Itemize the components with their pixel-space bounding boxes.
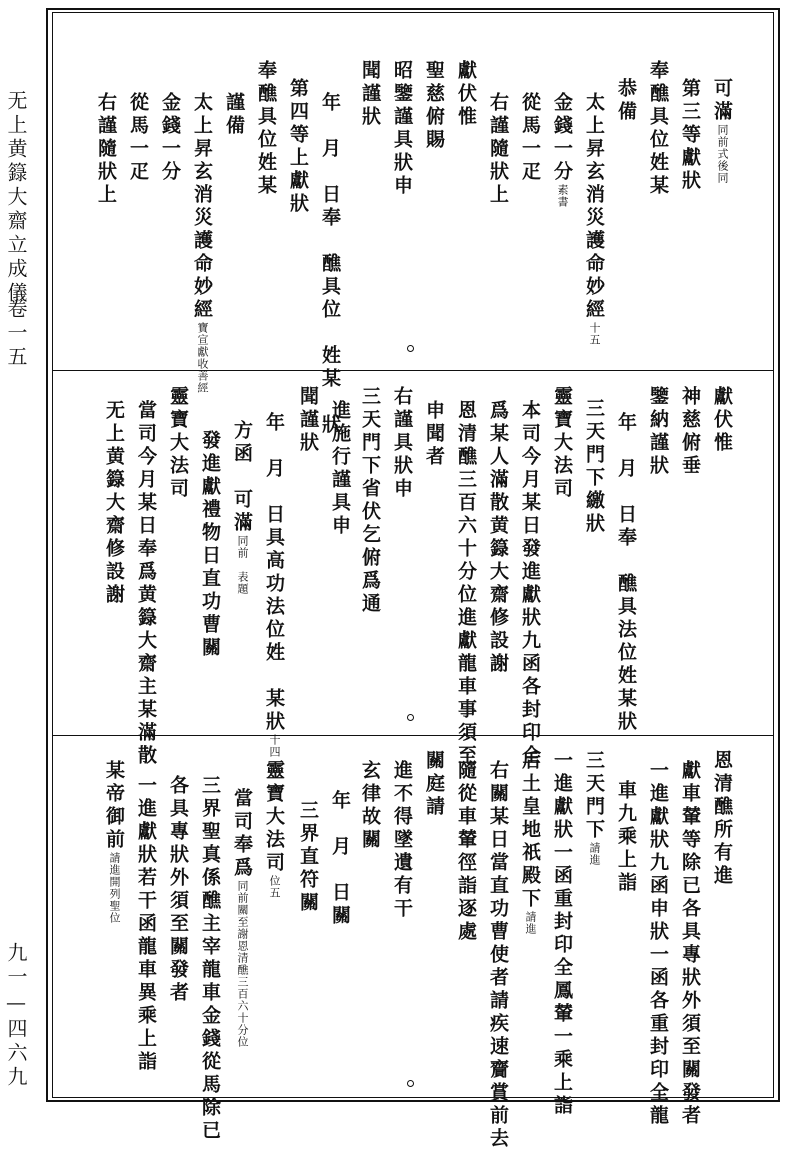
text-column [487, 760, 509, 1151]
column-text: 某帝御前 [103, 760, 125, 852]
text-column [679, 760, 701, 1128]
column-text: 奉醮具位姓某 [255, 60, 277, 198]
column-text: 聖慈俯賜 [423, 60, 445, 152]
text-column [360, 760, 379, 852]
text-column [319, 92, 341, 437]
text-column [648, 386, 667, 478]
column-text: 爲某人滿散黄籙大齋修設謝 [487, 400, 509, 676]
column-text: 神慈俯垂 [679, 386, 701, 478]
column-text: 太上昇玄消災護命妙經 [583, 92, 605, 322]
text-column [96, 92, 115, 207]
text-column [392, 60, 411, 198]
text-column [712, 78, 731, 184]
column-text: 右謹具狀申 [391, 386, 413, 501]
text-column [456, 60, 475, 129]
column-text: 右關某日當直功曹使者請疾速齎賞前去 [487, 760, 509, 1151]
text-column [168, 775, 187, 1005]
column-text: 年 月 日具高功法位姓 某狀 [263, 412, 285, 734]
text-column [298, 800, 317, 915]
column-text: 金錢一分 [159, 92, 181, 184]
column-annotation: 素書 [556, 184, 569, 208]
column-text: 第四等上獻狀 [287, 78, 309, 216]
text-column [288, 78, 307, 216]
text-column [647, 760, 669, 1128]
column-text: 年 月 日關 [329, 790, 351, 928]
text-column [584, 398, 603, 536]
column-annotation: 請進 [588, 842, 601, 866]
text-column [330, 790, 349, 928]
margin-volume: 卷一五 [4, 298, 28, 370]
text-column [488, 92, 507, 207]
column-text: 第三等獻狀 [679, 78, 701, 193]
text-column [330, 400, 349, 538]
text-column [232, 788, 251, 1048]
text-column [256, 60, 275, 198]
text-column [520, 92, 539, 184]
column-text: 謹備 [223, 92, 245, 138]
column-text: 三界直符關 [297, 800, 319, 915]
column-text: 進不得墜遺有干 [391, 760, 413, 921]
text-column [128, 92, 147, 184]
column-annotation: 同前關至謝恩清醮三百六十分位 [236, 880, 249, 1048]
text-column [360, 386, 379, 616]
section-divider [52, 370, 774, 371]
text-column [160, 92, 179, 184]
column-text: 三天門下 [583, 750, 605, 842]
column-text: 玄律故關 [359, 760, 381, 852]
column-text: 獻伏惟 [455, 60, 477, 129]
column-text: 當司奉爲 [231, 788, 253, 880]
column-text: 進施行謹具申 [329, 400, 351, 538]
section-circle-mark [407, 345, 414, 352]
text-column [424, 750, 443, 819]
text-column [456, 760, 475, 944]
text-column [584, 92, 603, 346]
column-text: 无上黄籙大齋修設謝 [103, 400, 125, 607]
text-column [264, 760, 283, 899]
column-annotation: 十五 [588, 322, 601, 346]
text-column [199, 775, 221, 1143]
column-text: 一進獻狀九函申狀一函各重封印全龍 [647, 760, 669, 1128]
text-column [455, 400, 477, 768]
column-annotation: 同前式後同 [716, 124, 729, 184]
column-annotation: 同前 表題 [236, 535, 249, 595]
margin-book-title: 无上黄籙大齋立成儀 [4, 90, 28, 306]
column-text: 恩清醮三百六十分位進獻龍車事須至 [455, 400, 477, 768]
margin-page-number: 九一—四六九 [4, 942, 28, 1090]
column-text: 當司今月某日奉爲黄籙大齋主某滿散 [135, 400, 157, 768]
column-text: 靈寶大法司 [551, 386, 573, 501]
column-text: 本司今月某日發進獻狀九函各封印全 [519, 400, 541, 768]
column-text: 車九乘上詣 [615, 780, 637, 895]
column-text: 三天門下繳狀 [583, 398, 605, 536]
text-column [552, 386, 571, 501]
text-column [680, 78, 699, 193]
column-text: 右謹隨狀上 [95, 92, 117, 207]
text-column [584, 750, 603, 866]
column-text: 獻車輦等除已各具專狀外須至關發者 [679, 760, 701, 1128]
text-column [392, 760, 411, 921]
column-text: 后土皇地祇殿下 [519, 750, 541, 911]
column-annotation: 請進開列聖位 [108, 852, 121, 924]
column-text: 恭備 [615, 78, 637, 124]
text-column [200, 430, 219, 660]
text-column [648, 60, 667, 198]
text-column [712, 750, 731, 888]
column-text: 各具專狀外須至關發者 [167, 775, 189, 1005]
text-column [104, 400, 123, 607]
column-text: 昭鑒謹具狀申 [391, 60, 413, 198]
column-text: 鑒納謹狀 [647, 386, 669, 478]
column-text: 可滿 [711, 78, 733, 124]
text-column [519, 400, 541, 768]
column-text: 一進獻狀一函重封印全鳳輦一乘上詣 [551, 750, 573, 1118]
column-text: 關庭請 [423, 750, 445, 819]
column-text: 方函 可滿 [231, 420, 253, 535]
section-circle-mark [407, 714, 414, 721]
column-text: 聞謹狀 [359, 60, 381, 129]
column-text: 奉醮具位姓某 [647, 60, 669, 198]
text-column [232, 420, 251, 595]
column-text: 靈寶大法司 [167, 386, 189, 501]
column-annotation: 寶宣獻收善經 [196, 322, 209, 394]
text-column [616, 780, 635, 895]
text-column [712, 386, 731, 455]
column-text: 一進獻狀若干函龍車異乘上詣 [135, 775, 157, 1074]
column-text: 恩清醮所有進 [711, 750, 733, 888]
column-annotation: 位五 [268, 875, 281, 899]
text-column [135, 400, 157, 768]
column-text: 獻伏惟 [711, 386, 733, 455]
column-text: 申聞者 [423, 400, 445, 469]
column-text: 金錢一分 [551, 92, 573, 184]
text-column [520, 750, 539, 935]
text-column [263, 412, 285, 758]
column-text: 三天門下省伏乞俯爲通 [359, 386, 381, 616]
text-column [424, 60, 443, 152]
column-text: 年 月 日奉 醮具法位姓某狀 [615, 412, 637, 734]
text-column [191, 92, 213, 394]
text-column [424, 400, 443, 469]
column-annotation: 請進 [524, 911, 537, 935]
text-column [298, 386, 317, 455]
text-column [616, 78, 635, 124]
column-annotation: 十四 [268, 734, 281, 758]
text-column [551, 750, 573, 1118]
text-column [488, 400, 507, 676]
column-text: 太上昇玄消災護命妙經 [191, 92, 213, 322]
column-text: 從馬一疋 [127, 92, 149, 184]
section-circle-mark [407, 1080, 414, 1087]
column-text: 聞謹狀 [297, 386, 319, 455]
text-column [168, 386, 187, 501]
text-column [360, 60, 379, 129]
text-column [552, 92, 571, 208]
text-column [680, 386, 699, 478]
column-text: 靈寶大法司 [263, 760, 285, 875]
text-column [615, 412, 637, 734]
section-divider [52, 735, 774, 736]
column-text: 年 月 日奉 醮具位 姓某 狀 [319, 92, 341, 437]
text-column [224, 92, 243, 138]
text-column [104, 760, 123, 924]
column-text: 三界聖真係醮主宰龍車金錢從馬除已 [199, 775, 221, 1143]
column-text: 發進獻禮物日直功曹關 [199, 430, 221, 660]
column-text: 隨從車輦徑詣逐處 [455, 760, 477, 944]
text-column [392, 386, 411, 501]
text-column [136, 775, 155, 1074]
column-text: 從馬一疋 [519, 92, 541, 184]
column-text: 右謹隨狀上 [487, 92, 509, 207]
